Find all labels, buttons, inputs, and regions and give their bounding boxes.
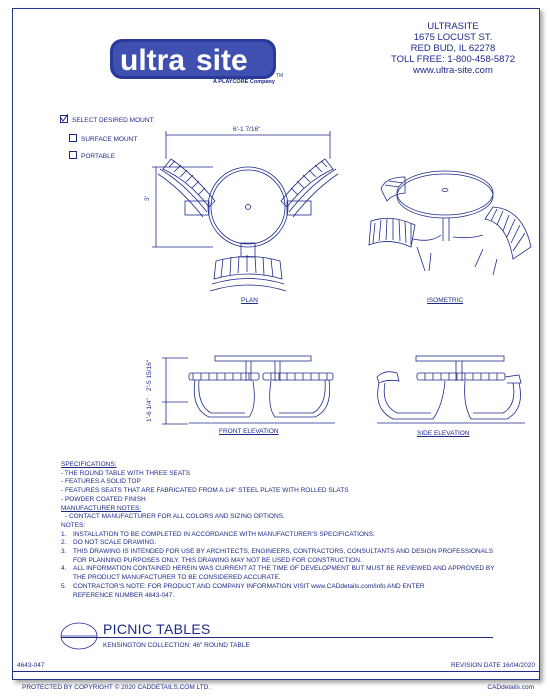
front-seat-dimension: 1'-6 1/4"	[146, 398, 153, 422]
specifications-block	[61, 461, 495, 600]
front-elevation-view	[162, 356, 335, 424]
isometric-label: ISOMETRIC	[427, 297, 464, 304]
plan-view	[152, 131, 338, 291]
side-elevation-label: SIDE ELEVATION	[417, 430, 470, 437]
specifications-heading: SPECIFICATIONS:	[61, 461, 117, 468]
note-row: FOR PLANNING PURPOSES ONLY. THIS DRAWING MAY NOT BE USED FOR CONSTRUCTION.	[73, 556, 362, 564]
title-circle-symbol	[59, 621, 99, 651]
drawing-title: PICNIC TABLES	[103, 621, 211, 637]
mount-heading: SELECT DESIRED MOUNT:	[72, 117, 155, 124]
front-elevation-label: FRONT ELEVATION	[219, 428, 279, 435]
drawing-sheet	[12, 8, 540, 680]
technical-drawings	[13, 9, 539, 469]
surface-mount-label: SURFACE MOUNT	[81, 136, 138, 143]
portable-label: PORTABLE	[81, 153, 116, 160]
logo-subtitle: A PLAYCORE Company	[213, 79, 275, 85]
spec-item: - POWDER COATED FINISH	[61, 495, 146, 503]
spec-item: - FEATURES A SOLID TOP	[61, 478, 141, 486]
website-link[interactable]: www.ultra-site.com	[413, 65, 493, 76]
isometric-view	[369, 171, 531, 275]
front-height-dimension: 2'-5 15/16"	[146, 359, 153, 391]
manufacturer-notes-heading: MANUFACTURER NOTES:	[61, 504, 142, 512]
street-address: 1675 LOCUST ST.	[413, 32, 493, 43]
note-row: 4. ALL INFORMATION CONTAINED HEREIN WAS CURRENT AT THE TIME OF DEVELOPMENT BUT MUST BE REVIEWED AND APPROVED BY	[61, 565, 495, 573]
title-underline	[61, 637, 493, 638]
note-row: REFERENCE NUMBER 4643-047.	[73, 591, 175, 599]
manufacturer-note: - CONTACT MANUFACTURER FOR ALL COLORS AND SIZING OPTIONS.	[65, 513, 285, 521]
caddetails-link[interactable]: CADdetails.com	[487, 684, 534, 691]
note-row: 5. CONTRACTOR'S NOTE: FOR PRODUCT AND COMPANY INFORMATION VISIT www.CADdetails.com/info AND ENTER	[61, 582, 425, 590]
company-name: ULTRASITE	[427, 21, 479, 32]
note-row: 3. THIS DRAWING IS INTENDED FOR USE BY ARCHITECTS, ENGINEERS, CONTRACTORS, CONSULTANTS AND DESIGN PROFESSIONALS	[61, 548, 494, 556]
logo-site: site	[196, 44, 248, 77]
note-row: THE PRODUCT MANUFACTURER TO BE CONSIDERED ACCURATE.	[73, 574, 281, 582]
plan-depth-dimension: 3'	[144, 196, 151, 201]
notes-heading: NOTES:	[61, 521, 86, 529]
reference-number: 4643-047	[17, 662, 45, 669]
spec-item: - FEATURES SEATS THAT ARE FABRICATED FROM A 1/4" STEEL PLATE WITH ROLLED SLATS	[61, 487, 349, 495]
note-row: 1. INSTALLATION TO BE COMPLETED IN ACCORDANCE WITH MANUFACTURER'S SPECIFICATIONS.	[61, 530, 375, 538]
plan-width-dimension: 6'-1 7/16"	[233, 126, 261, 133]
footer-divider	[13, 671, 539, 672]
spec-item: - THE ROUND TABLE WITH THREE SEATS	[61, 469, 191, 477]
revision-date: REVISION DATE 16/04/2020	[450, 662, 535, 669]
copyright-text: PROTECTED BY COPYRIGHT © 2020 CADDETAILS.COM LTD.	[22, 684, 211, 691]
plan-label: PLAN	[241, 297, 258, 304]
city-address: RED BUD, IL 62278	[410, 43, 496, 54]
drawing-subtitle: KENSINGTON COLLECTION: 46" ROUND TABLE	[103, 642, 250, 649]
note-row: 2. DO NOT SCALE DRAWING.	[61, 539, 157, 547]
side-elevation-view	[377, 356, 525, 423]
logo-ultra: ultra	[120, 44, 186, 77]
logo-tm: TM	[276, 73, 284, 79]
phone-number: TOLL FREE: 1-800-458-5872	[390, 54, 516, 65]
